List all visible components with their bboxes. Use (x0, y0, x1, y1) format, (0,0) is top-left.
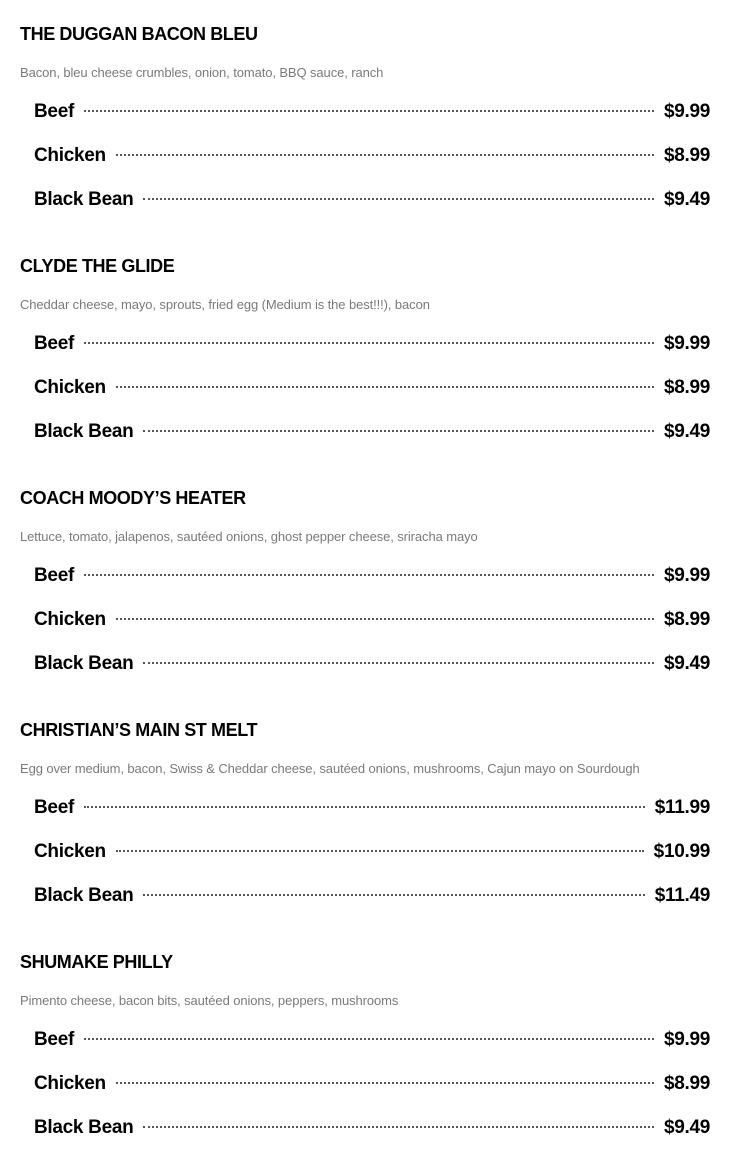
menu-option-row[interactable] (34, 1027, 710, 1053)
option-price: $9.99 (663, 333, 710, 354)
section-description: Bacon, bleu cheese crumbles, onion, tomato, BBQ sauce, ranch (20, 65, 384, 80)
menu-option-row[interactable] (34, 419, 710, 445)
menu-section (0, 696, 750, 928)
dotted-leader (143, 662, 654, 664)
dotted-leader (84, 806, 645, 808)
section-title: THE DUGGAN BACON BLEU (20, 24, 258, 44)
menu-option-row[interactable] (34, 607, 710, 633)
section-description: Egg over medium, bacon, Swiss & Cheddar cheese, sautéed onions, mushrooms, Cajun mayo on Sourdough (20, 761, 640, 776)
option-name: Black Bean (34, 885, 134, 906)
dotted-leader (84, 1038, 654, 1040)
option-price: $9.49 (663, 421, 710, 442)
option-price: $9.49 (663, 653, 710, 674)
section-description: Pimento cheese, bacon bits, sautéed onions, peppers, mushrooms (20, 993, 399, 1008)
dotted-leader (116, 386, 654, 388)
option-price: $8.99 (663, 377, 710, 398)
option-price: $9.99 (663, 101, 710, 122)
option-price: $11.99 (654, 797, 710, 818)
dotted-leader (84, 110, 654, 112)
menu-option-row[interactable] (34, 883, 710, 909)
option-name: Chicken (34, 841, 106, 862)
menu-option-row[interactable] (34, 99, 710, 125)
option-name: Black Bean (34, 1117, 134, 1138)
section-description: Cheddar cheese, mayo, sprouts, fried egg (Medium is the best!!!), bacon (20, 297, 430, 312)
option-name: Beef (34, 565, 74, 586)
option-price: $9.99 (663, 565, 710, 586)
menu-section (0, 928, 750, 1160)
menu-option-row[interactable] (34, 1115, 710, 1141)
option-price: $9.99 (663, 1029, 710, 1050)
option-name: Black Bean (34, 189, 134, 210)
dotted-leader (116, 618, 654, 620)
option-price: $11.49 (654, 885, 710, 906)
section-title: CHRISTIAN’S MAIN ST MELT (20, 720, 258, 740)
menu-section (0, 232, 750, 464)
menu-option-row[interactable] (34, 563, 710, 589)
option-name: Black Bean (34, 421, 134, 442)
option-price: $8.99 (663, 145, 710, 166)
option-name: Beef (34, 101, 74, 122)
dotted-leader (143, 1126, 654, 1128)
menu-option-row[interactable] (34, 331, 710, 357)
dotted-leader (116, 850, 644, 852)
section-description: Lettuce, tomato, jalapenos, sautéed onions, ghost pepper cheese, sriracha mayo (20, 529, 478, 544)
menu-section (0, 464, 750, 696)
section-title: COACH MOODY’S HEATER (20, 488, 246, 508)
menu-option-row[interactable] (34, 795, 710, 821)
option-price: $8.99 (663, 1073, 710, 1094)
option-name: Chicken (34, 609, 106, 630)
menu-option-row[interactable] (34, 143, 710, 169)
menu-option-row[interactable] (34, 1071, 710, 1097)
dotted-leader (84, 342, 654, 344)
menu-option-row[interactable] (34, 839, 710, 865)
dotted-leader (116, 1082, 654, 1084)
option-name: Chicken (34, 1073, 106, 1094)
option-price: $8.99 (663, 609, 710, 630)
dotted-leader (143, 430, 654, 432)
menu-option-row[interactable] (34, 651, 710, 677)
option-price: $9.49 (663, 189, 710, 210)
option-name: Black Bean (34, 653, 134, 674)
dotted-leader (84, 574, 654, 576)
option-name: Chicken (34, 377, 106, 398)
option-price: $9.49 (663, 1117, 710, 1138)
option-price: $10.99 (653, 841, 710, 862)
section-title: CLYDE THE GLIDE (20, 256, 175, 276)
option-name: Beef (34, 1029, 74, 1050)
menu-section (0, 0, 750, 232)
option-name: Chicken (34, 145, 106, 166)
dotted-leader (116, 154, 654, 156)
option-name: Beef (34, 797, 74, 818)
menu-option-row[interactable] (34, 187, 710, 213)
dotted-leader (143, 198, 654, 200)
option-name: Beef (34, 333, 74, 354)
dotted-leader (143, 894, 644, 896)
section-title: SHUMAKE PHILLY (20, 952, 173, 972)
menu-option-row[interactable] (34, 375, 710, 401)
